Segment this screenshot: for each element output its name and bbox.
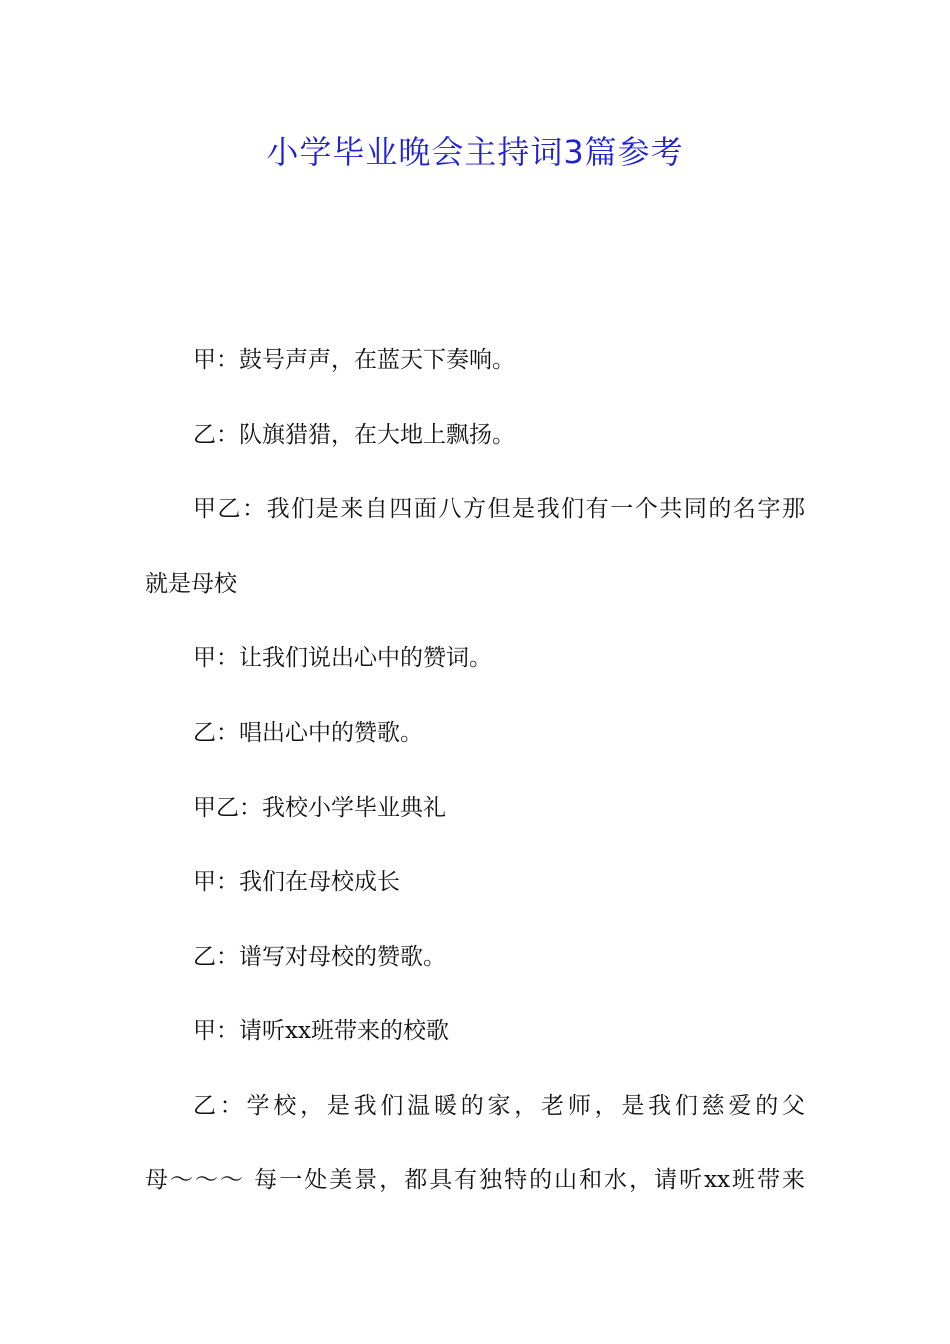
dialogue-line: 甲乙：我们是来自四面八方但是我们有一个共同的名字那 (193, 496, 805, 522)
dialogue-line: 乙：队旗猎猎，在大地上飘扬。 (193, 422, 515, 448)
dialogue-line: 甲：鼓号声声，在蓝天下奏响。 (193, 347, 515, 373)
dialogue-line: 甲：请听xx班带来的校歌 (193, 1018, 449, 1044)
dialogue-line: 乙：谱写对母校的赞歌。 (193, 944, 446, 970)
dialogue-line: 甲：我们在母校成长 (193, 869, 400, 895)
document-title: 小学毕业晚会主持词3篇参考 (266, 133, 684, 171)
dialogue-line: 乙：唱出心中的赞歌。 (193, 720, 423, 746)
dialogue-line: 乙：学校，是我们温暖的家，老师，是我们慈爱的父 (193, 1093, 805, 1119)
dialogue-line: 甲：让我们说出心中的赞词。 (193, 645, 492, 671)
dialogue-line: 甲乙：我校小学毕业典礼 (193, 795, 446, 821)
dialogue-line-continuation: 就是母校 (145, 571, 237, 597)
dialogue-line-continuation: 母～～～ 每一处美景，都具有独特的山和水，请听xx班带来 (145, 1167, 805, 1193)
